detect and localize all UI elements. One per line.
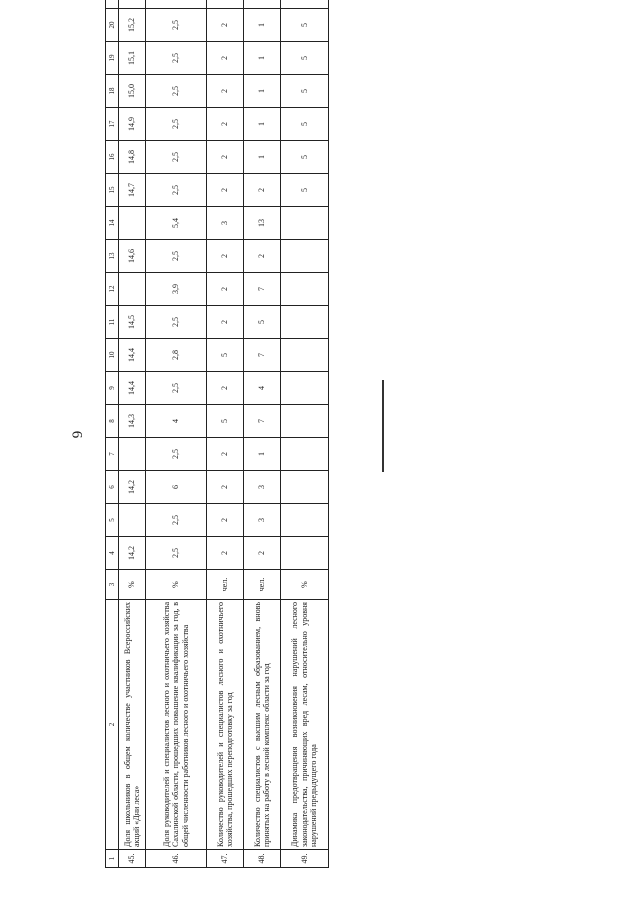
header-cell: 7 <box>106 438 119 471</box>
value-cell <box>281 339 329 372</box>
value-cell: 3 <box>207 207 244 240</box>
value-cell <box>244 0 281 9</box>
value-cell: 14,7 <box>119 174 146 207</box>
value-cell: 2 <box>207 471 244 504</box>
header-cell: 16 <box>106 141 119 174</box>
header-cell: 5 <box>106 504 119 537</box>
value-cell: 4 <box>244 372 281 405</box>
page-number: 6 <box>68 430 85 439</box>
value-cell: 14,8 <box>119 141 146 174</box>
value-cell: 2,5 <box>146 42 207 75</box>
indicators-table <box>105 0 329 868</box>
value-cell: 6 <box>146 471 207 504</box>
value-cell: 14,6 <box>119 240 146 273</box>
value-cell: 14,2 <box>119 537 146 570</box>
value-cell: 2 <box>244 174 281 207</box>
table-row <box>119 0 146 868</box>
value-cell: 3,9 <box>146 273 207 306</box>
value-cell <box>146 0 207 9</box>
value-cell: 7 <box>244 405 281 438</box>
value-cell: 2 <box>207 75 244 108</box>
value-cell: 2,8 <box>146 339 207 372</box>
value-cell <box>281 504 329 537</box>
value-cell: 1 <box>244 438 281 471</box>
value-cell: 2,5 <box>146 438 207 471</box>
value-cell <box>119 438 146 471</box>
value-cell <box>281 372 329 405</box>
unit-cell: чел. <box>207 570 244 600</box>
header-cell: 4 <box>106 537 119 570</box>
value-cell: 2 <box>207 306 244 339</box>
header-cell: 8 <box>106 405 119 438</box>
value-cell <box>281 471 329 504</box>
header-cell: 17 <box>106 108 119 141</box>
value-cell <box>119 273 146 306</box>
value-cell: 2,5 <box>146 240 207 273</box>
value-cell: 3 <box>244 471 281 504</box>
value-cell: 2 <box>207 108 244 141</box>
indicators-table-wrapper <box>105 18 630 868</box>
header-cell: 19 <box>106 42 119 75</box>
value-cell <box>281 240 329 273</box>
value-cell: 15,2 <box>119 9 146 42</box>
value-cell <box>207 0 244 9</box>
indicator-name-cell: Количество специалистов с высшим лесным образованием, вновь принятых на работу в лесной комплекс области за год <box>244 600 281 850</box>
header-cell <box>106 0 119 9</box>
value-cell: 2,5 <box>146 306 207 339</box>
value-cell: 2,5 <box>146 75 207 108</box>
value-cell: 13 <box>244 207 281 240</box>
value-cell: 2,5 <box>146 9 207 42</box>
header-cell: 11 <box>106 306 119 339</box>
value-cell: 5,4 <box>146 207 207 240</box>
header-cell: 14 <box>106 207 119 240</box>
value-cell: 14,3 <box>119 405 146 438</box>
value-cell: 5 <box>281 75 329 108</box>
row-number-cell: 48. <box>244 850 281 868</box>
header-cell: 1 <box>106 850 119 868</box>
value-cell: 2 <box>207 504 244 537</box>
header-cell: 13 <box>106 240 119 273</box>
value-cell: 2 <box>244 537 281 570</box>
value-cell: 7 <box>244 273 281 306</box>
header-cell: 10 <box>106 339 119 372</box>
value-cell: 1 <box>244 75 281 108</box>
value-cell: 2 <box>244 240 281 273</box>
header-cell: 20 <box>106 9 119 42</box>
value-cell: 5 <box>281 108 329 141</box>
value-cell: 15,1 <box>119 42 146 75</box>
value-cell: 3 <box>244 504 281 537</box>
row-number-cell: 47. <box>207 850 244 868</box>
value-cell <box>281 405 329 438</box>
value-cell: 14,5 <box>119 306 146 339</box>
value-cell: 2 <box>207 141 244 174</box>
value-cell: 1 <box>244 141 281 174</box>
value-cell <box>281 537 329 570</box>
value-cell: 2 <box>207 240 244 273</box>
header-cell: 15 <box>106 174 119 207</box>
value-cell: 1 <box>244 9 281 42</box>
value-cell: 2,5 <box>146 141 207 174</box>
value-cell: 5 <box>281 174 329 207</box>
value-cell: 2,5 <box>146 537 207 570</box>
value-cell: 1 <box>244 108 281 141</box>
value-cell: 5 <box>207 405 244 438</box>
row-number-cell: 46. <box>146 850 207 868</box>
value-cell: 2,5 <box>146 372 207 405</box>
header-cell: 9 <box>106 372 119 405</box>
value-cell: 2 <box>207 537 244 570</box>
unit-cell: чел. <box>244 570 281 600</box>
value-cell: 5 <box>281 141 329 174</box>
row-number-cell: 45. <box>119 850 146 868</box>
header-cell: 3 <box>106 570 119 600</box>
value-cell <box>119 504 146 537</box>
value-cell: 7 <box>244 339 281 372</box>
value-cell: 2 <box>207 42 244 75</box>
value-cell: 5 <box>244 306 281 339</box>
value-cell: 2,5 <box>146 504 207 537</box>
value-cell: 14,9 <box>119 108 146 141</box>
value-cell <box>281 306 329 339</box>
header-cell: 6 <box>106 471 119 504</box>
header-row <box>106 0 119 868</box>
indicator-name-cell: Количество руководителей и специалистов лесного и охотничьего хозяйства, прошедших переподготовку за год <box>207 600 244 850</box>
row-number-cell: 49. <box>281 850 329 868</box>
indicator-name-cell: Доля руководителей и специалистов лесного и охотничьего хозяйства Сахалинской области, прошедших повышение квалификации за год, в общей численности работников лесного и охотничьего хозяйства <box>146 600 207 850</box>
value-cell: 14,4 <box>119 339 146 372</box>
value-cell: 2 <box>207 438 244 471</box>
value-cell <box>119 207 146 240</box>
value-cell <box>281 207 329 240</box>
value-cell: 14,2 <box>119 471 146 504</box>
unit-cell: % <box>146 570 207 600</box>
value-cell: 2 <box>207 372 244 405</box>
value-cell: 1 <box>244 42 281 75</box>
value-cell <box>281 0 329 9</box>
value-cell: 15,0 <box>119 75 146 108</box>
header-cell: 18 <box>106 75 119 108</box>
value-cell: 4 <box>146 405 207 438</box>
indicator-name-cell: Доля школьников в общем количестве участников Всероссийских акций «Дни леса» <box>119 600 146 850</box>
table-row <box>207 0 244 868</box>
value-cell: 2 <box>207 273 244 306</box>
table-row <box>281 0 329 868</box>
header-cell: 12 <box>106 273 119 306</box>
header-cell: 2 <box>106 600 119 850</box>
value-cell: 2 <box>207 9 244 42</box>
unit-cell: % <box>119 570 146 600</box>
value-cell: 14,4 <box>119 372 146 405</box>
value-cell: 5 <box>281 9 329 42</box>
value-cell: 5 <box>207 339 244 372</box>
value-cell: 2 <box>207 174 244 207</box>
table-row <box>244 0 281 868</box>
value-cell: 2,5 <box>146 174 207 207</box>
table-row <box>146 0 207 868</box>
value-cell <box>281 273 329 306</box>
value-cell: 5 <box>281 42 329 75</box>
indicator-name-cell: Динамика предотвращения возникновения нарушений лесного законодательства, причиняющих вред лесам, относительно уровня нарушений предыдущего года <box>281 600 329 850</box>
value-cell <box>281 438 329 471</box>
value-cell: 2,5 <box>146 108 207 141</box>
value-cell <box>119 0 146 9</box>
unit-cell: % <box>281 570 329 600</box>
